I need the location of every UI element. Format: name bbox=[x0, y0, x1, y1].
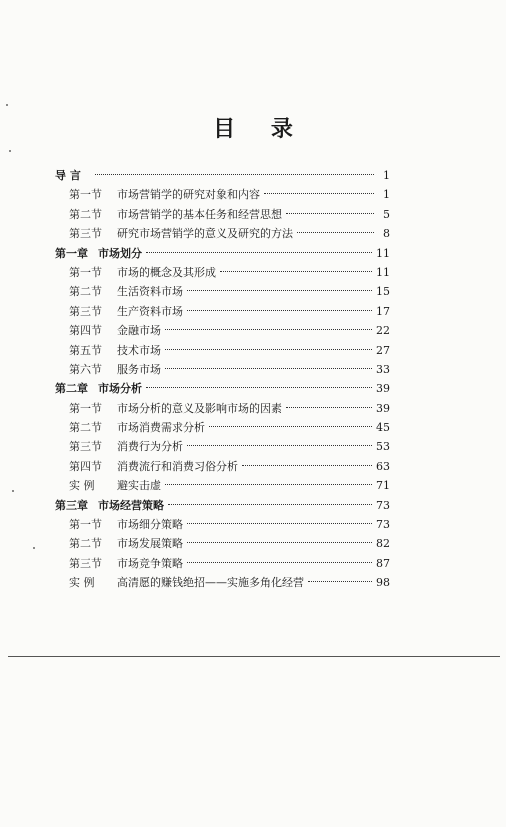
toc-title: 市场消费需求分析 bbox=[117, 421, 205, 435]
toc-title: 研究市场营销学的意义及研究的方法 bbox=[117, 227, 293, 241]
dot-leader bbox=[286, 407, 372, 408]
dot-leader bbox=[209, 426, 372, 427]
page-number: 73 bbox=[376, 518, 390, 532]
page-number: 17 bbox=[376, 304, 390, 318]
toc-title: 消费流行和消费习俗分析 bbox=[117, 459, 238, 473]
toc-label: 第三节 bbox=[69, 556, 102, 570]
page-number: 8 bbox=[383, 227, 390, 241]
toc-section-row bbox=[55, 573, 390, 592]
dot-leader bbox=[165, 329, 372, 330]
toc-title: 金融市场 bbox=[117, 324, 161, 338]
dot-leader bbox=[146, 252, 372, 253]
page-number: 39 bbox=[376, 382, 390, 396]
page-title: 目 录 bbox=[213, 117, 307, 142]
dot-leader bbox=[165, 484, 372, 485]
toc-title: 市场细分策略 bbox=[117, 518, 183, 532]
toc-section-row bbox=[55, 321, 390, 340]
toc-chapter-row bbox=[55, 244, 390, 263]
toc-label: 实 例 bbox=[69, 576, 95, 590]
toc-label: 第五节 bbox=[69, 343, 102, 357]
scan-speck bbox=[6, 104, 8, 106]
dot-leader bbox=[264, 193, 374, 194]
toc-title: 市场的概念及其形成 bbox=[117, 265, 216, 279]
toc-label: 第一节 bbox=[69, 188, 102, 202]
toc-title: 服务市场 bbox=[117, 362, 161, 376]
page-number: 73 bbox=[376, 498, 390, 512]
dot-leader bbox=[165, 349, 372, 350]
toc-title: 生活资料市场 bbox=[117, 285, 183, 299]
toc-section-row bbox=[55, 399, 390, 418]
toc-title: 高清愿的赚钱绝招——实施多角化经营 bbox=[117, 576, 304, 590]
toc-section-row bbox=[55, 515, 390, 534]
toc-label: 第二节 bbox=[69, 537, 102, 551]
toc-chapter-row bbox=[55, 166, 390, 185]
page-number: 45 bbox=[376, 421, 390, 435]
toc-label: 第一节 bbox=[69, 265, 102, 279]
toc-section-row bbox=[55, 360, 390, 379]
dot-leader bbox=[286, 213, 374, 214]
page-number: 11 bbox=[376, 265, 390, 279]
page-number: 53 bbox=[376, 440, 390, 454]
dot-leader bbox=[187, 310, 372, 311]
toc-label: 第二节 bbox=[69, 207, 102, 221]
dot-leader bbox=[187, 523, 372, 524]
toc-label: 第二节 bbox=[69, 421, 102, 435]
dot-leader bbox=[146, 387, 372, 388]
page-number: 1 bbox=[383, 169, 390, 182]
page-number: 5 bbox=[383, 207, 390, 221]
toc-label: 第一节 bbox=[69, 518, 102, 532]
toc-title: 避实击虚 bbox=[117, 479, 161, 493]
toc-section-row bbox=[55, 282, 390, 301]
toc-section-row bbox=[55, 476, 390, 495]
toc-label: 第三节 bbox=[69, 440, 102, 454]
page-number: 33 bbox=[376, 362, 390, 376]
dot-leader bbox=[187, 290, 372, 291]
toc-label: 第六节 bbox=[69, 362, 102, 376]
toc-section-row bbox=[55, 302, 390, 321]
toc-section-row bbox=[55, 205, 390, 224]
toc-label: 第一章 bbox=[55, 246, 88, 260]
page-divider bbox=[8, 656, 500, 657]
toc-title: 市场营销学的基本任务和经营思想 bbox=[117, 207, 282, 221]
page-number: 39 bbox=[376, 401, 390, 415]
toc-label: 第四节 bbox=[69, 459, 102, 473]
dot-leader bbox=[220, 271, 372, 272]
scan-speck bbox=[33, 547, 35, 549]
toc-title: 市场经营策略 bbox=[98, 498, 164, 512]
scan-speck bbox=[9, 150, 11, 152]
toc-title: 市场分析的意义及影响市场的因素 bbox=[117, 401, 282, 415]
dot-leader bbox=[168, 504, 372, 505]
toc-title: 技术市场 bbox=[117, 343, 161, 357]
toc-section-row bbox=[55, 224, 390, 243]
dot-leader bbox=[165, 368, 372, 369]
toc-title: 市场发展策略 bbox=[117, 537, 183, 551]
dot-leader bbox=[187, 445, 372, 446]
toc-title: 市场分析 bbox=[98, 382, 142, 396]
dot-leader bbox=[187, 542, 372, 543]
toc-section-row bbox=[55, 534, 390, 553]
toc-title: 市场营销学的研究对象和内容 bbox=[117, 188, 260, 202]
toc-section-row bbox=[55, 457, 390, 476]
dot-leader bbox=[297, 232, 374, 233]
page-number: 82 bbox=[376, 537, 390, 551]
dot-leader bbox=[308, 581, 372, 582]
toc-label: 第三节 bbox=[69, 304, 102, 318]
scan-speck bbox=[12, 490, 14, 492]
toc-section-row bbox=[55, 185, 390, 204]
toc-chapter-row bbox=[55, 379, 390, 398]
toc-section-row bbox=[55, 437, 390, 456]
toc-chapter-row bbox=[55, 496, 390, 515]
table-of-contents bbox=[55, 166, 390, 593]
dot-leader bbox=[242, 465, 372, 466]
toc-title: 消费行为分析 bbox=[117, 440, 183, 454]
toc-title: 市场竞争策略 bbox=[117, 556, 183, 570]
toc-title: 生产资料市场 bbox=[117, 304, 183, 318]
page-number: 71 bbox=[376, 479, 390, 493]
toc-label: 第三章 bbox=[55, 498, 88, 512]
toc-label: 实 例 bbox=[69, 479, 95, 493]
page-number: 15 bbox=[376, 285, 390, 299]
toc-label: 第三节 bbox=[69, 227, 102, 241]
dot-leader bbox=[187, 562, 372, 563]
page-number: 63 bbox=[376, 459, 390, 473]
page-number: 11 bbox=[376, 246, 390, 260]
toc-label: 第一节 bbox=[69, 401, 102, 415]
toc-section-row bbox=[55, 341, 390, 360]
toc-title: 市场划分 bbox=[98, 246, 142, 260]
toc-label: 第二章 bbox=[55, 382, 88, 396]
toc-section-row bbox=[55, 418, 390, 437]
toc-section-row bbox=[55, 554, 390, 573]
toc-label: 导 言 bbox=[55, 169, 81, 182]
page-number: 1 bbox=[383, 188, 390, 202]
page-number: 22 bbox=[376, 324, 390, 338]
page-number: 27 bbox=[376, 343, 390, 357]
dot-leader bbox=[95, 174, 374, 175]
page-number: 87 bbox=[376, 556, 390, 570]
page-number: 98 bbox=[376, 576, 390, 590]
toc-label: 第二节 bbox=[69, 285, 102, 299]
toc-section-row bbox=[55, 263, 390, 282]
toc-label: 第四节 bbox=[69, 324, 102, 338]
